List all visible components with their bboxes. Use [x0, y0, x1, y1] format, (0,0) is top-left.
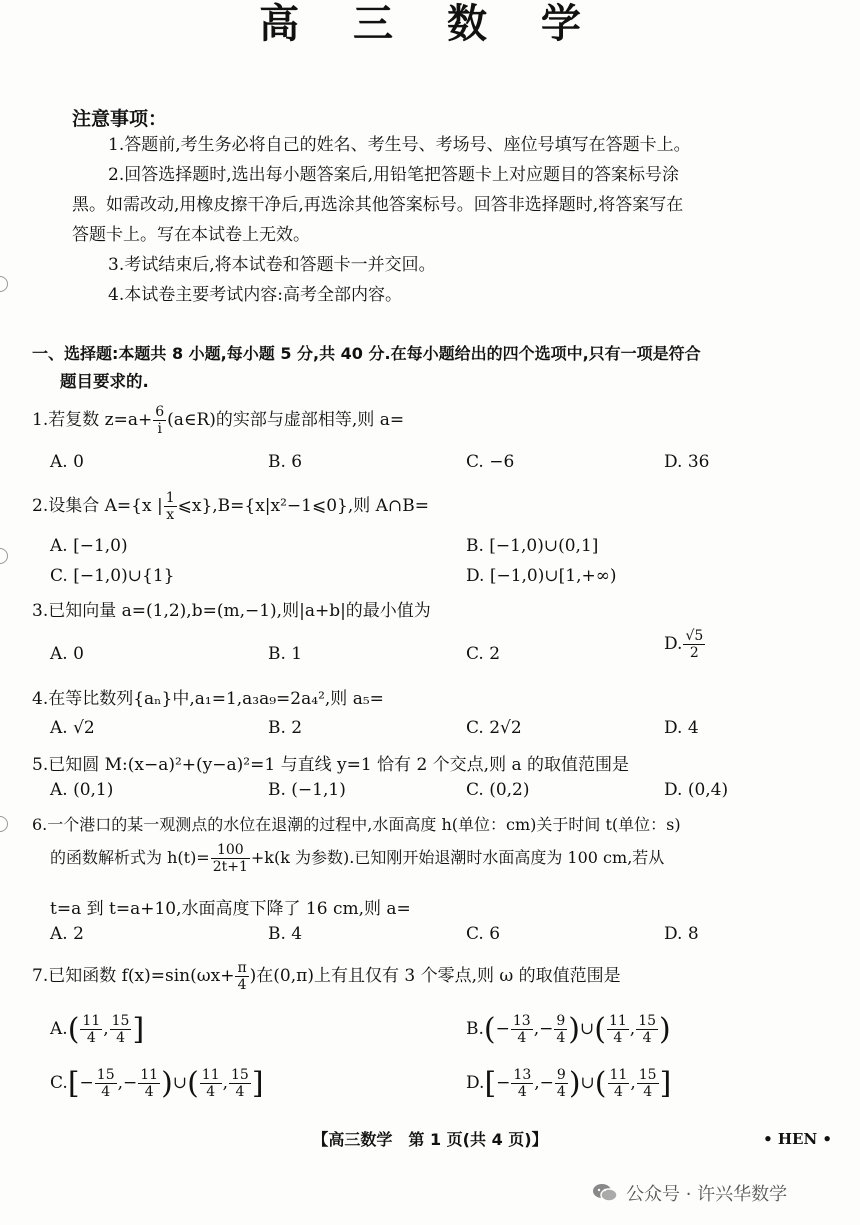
q4-option-c: C. 2√2 — [466, 718, 522, 738]
q5-option-d: D. (0,4) — [664, 780, 729, 800]
watermark — [592, 1180, 787, 1206]
section-line-1: 一、选择题:本题共 8 小题,每小题 5 分,共 40 分.在每小题给出的四个选项中,只有一项是符合 — [32, 344, 701, 363]
notice-line-5: 3.考试结束后,将本试卷和答题卡一并交回。 — [108, 255, 436, 275]
notice-line-4: 答题卡上。写在本试卷上无效。 — [72, 225, 310, 245]
q7-option-a: A.( $\frac{11}{4}$ , $\frac{15}{4}$ ] — [50, 1012, 145, 1047]
binding-hole-3 — [0, 816, 8, 832]
notice-heading: 注意事项： — [72, 108, 168, 130]
watermark-text: 公众号 · 许兴华数学 — [626, 1184, 788, 1205]
question-6-line-1: 6.一个港口的某一观测点的水位在退潮的过程中,水面高度 h(单位：cm)关于时间 t(单位：s) — [32, 815, 681, 834]
paper-code: • HEN • — [763, 1130, 832, 1148]
section-line-2: 题目要求的. — [60, 372, 149, 391]
question-5: 5.已知圆 M:(x−a)²+(y−a)²=1 与直线 y=1 恰有 2 个交点,则 a 的取值范围是 — [32, 755, 630, 775]
page-footer: 【高三数学 第 1 页(共 4 页)】 — [312, 1130, 548, 1149]
q1-option-b: B. 6 — [268, 452, 303, 472]
q7-option-d: D.[− $\frac{13}{4}$ ,− $\frac{9}{4}$ )∪( $\frac{11}{4}$ , $\frac{15}{4}$ ] — [466, 1066, 672, 1101]
question-6-line-2: 的函数解析式为 h(t)= $\frac{100}{2t+1}$ +k(k 为参数).已知刚开始退潮时水面高度为 100 cm,若从 — [50, 842, 665, 875]
q5-option-a: A. (0,1) — [50, 780, 114, 800]
q5-option-b: B. (−1,1) — [268, 780, 346, 800]
q2-option-b: B. [−1,0)∪(0,1] — [466, 536, 599, 556]
q7-option-b: B.(− $\frac{13}{4}$ ,− $\frac{9}{4}$ )∪( $\frac{11}{4}$ , $\frac{15}{4}$ ) — [466, 1012, 671, 1047]
notice-line-1: 1.答题前,考生务必将自己的姓名、考生号、考场号、座位号填写在答题卡上。 — [108, 135, 691, 155]
question-1: 1.若复数 z=a+ $\frac{6}{i}$ (a∈R)的实部与虚部相等,则 a= — [32, 404, 405, 437]
section-heading — [32, 340, 842, 396]
q6-option-b: B. 4 — [268, 924, 303, 944]
q7-option-c: C.[− $\frac{15}{4}$ ,− $\frac{11}{4}$ )∪( $\frac{11}{4}$ , $\frac{15}{4}$ ] — [50, 1066, 264, 1101]
wechat-icon — [592, 1183, 618, 1203]
q1-option-a: A. 0 — [50, 452, 84, 472]
question-4: 4.在等比数列{aₙ}中,a₁=1,a₃a₉=2a₄²,则 a₅= — [32, 689, 384, 709]
q2-option-a: A. [−1,0) — [50, 536, 128, 556]
q4-option-d: D. 4 — [664, 718, 699, 738]
notice-line-3: 黑。如需改动,用橡皮擦干净后,再选涂其他答案标号。回答非选择题时,将答案写在 — [72, 195, 684, 215]
q1-option-c: C. −6 — [466, 452, 515, 472]
q5-option-c: C. (0,2) — [466, 780, 530, 800]
q3-option-d: D. $\frac{√5}{2}$ — [664, 628, 704, 661]
q6-option-d: D. 8 — [664, 924, 699, 944]
binding-hole-2 — [0, 548, 8, 564]
q3-option-a: A. 0 — [50, 644, 84, 664]
q3-option-c: C. 2 — [466, 644, 501, 664]
notice-line-2: 2.回答选择题时,选出每小题答案后,用铅笔把答题卡上对应题目的答案标号涂 — [108, 165, 680, 185]
question-3: 3.已知向量 a=(1,2),b=(m,−1),则|a+b|的最小值为 — [32, 601, 431, 621]
q2-option-c: C. [−1,0)∪{1} — [50, 566, 175, 586]
q4-option-b: B. 2 — [268, 718, 303, 738]
page-title: 高 三 数 学 — [259, 1, 601, 47]
q2-fraction: $\frac{1}{x}$ — [165, 490, 175, 523]
q2-option-d: D. [−1,0)∪[1,+∞) — [466, 566, 617, 586]
q4-option-a: A. √2 — [50, 718, 95, 738]
q6-option-c: C. 6 — [466, 924, 501, 944]
notice-line-6: 4.本试卷主要考试内容:高考全部内容。 — [108, 285, 402, 305]
q3-option-b: B. 1 — [268, 644, 303, 664]
q1-option-d: D. 36 — [664, 452, 710, 472]
question-2: 2.设集合 A={x | $\frac{1}{x}$ ⩽x},B={x|x²−1⩽0},则 A∩B= — [32, 490, 429, 523]
question-7: 7.已知函数 f(x)=sin(ωx+ $\frac{\pi}{4}$ )在(0,π)上有且仅有 3 个零点,则 ω 的取值范围是 — [32, 960, 621, 993]
question-6-line-3: t=a 到 t=a+10,水面高度下降了 16 cm,则 a= — [50, 899, 411, 919]
q6-option-a: A. 2 — [50, 924, 84, 944]
q1-fraction: $\frac{6}{i}$ — [155, 404, 165, 437]
binding-hole-1 — [0, 276, 8, 292]
